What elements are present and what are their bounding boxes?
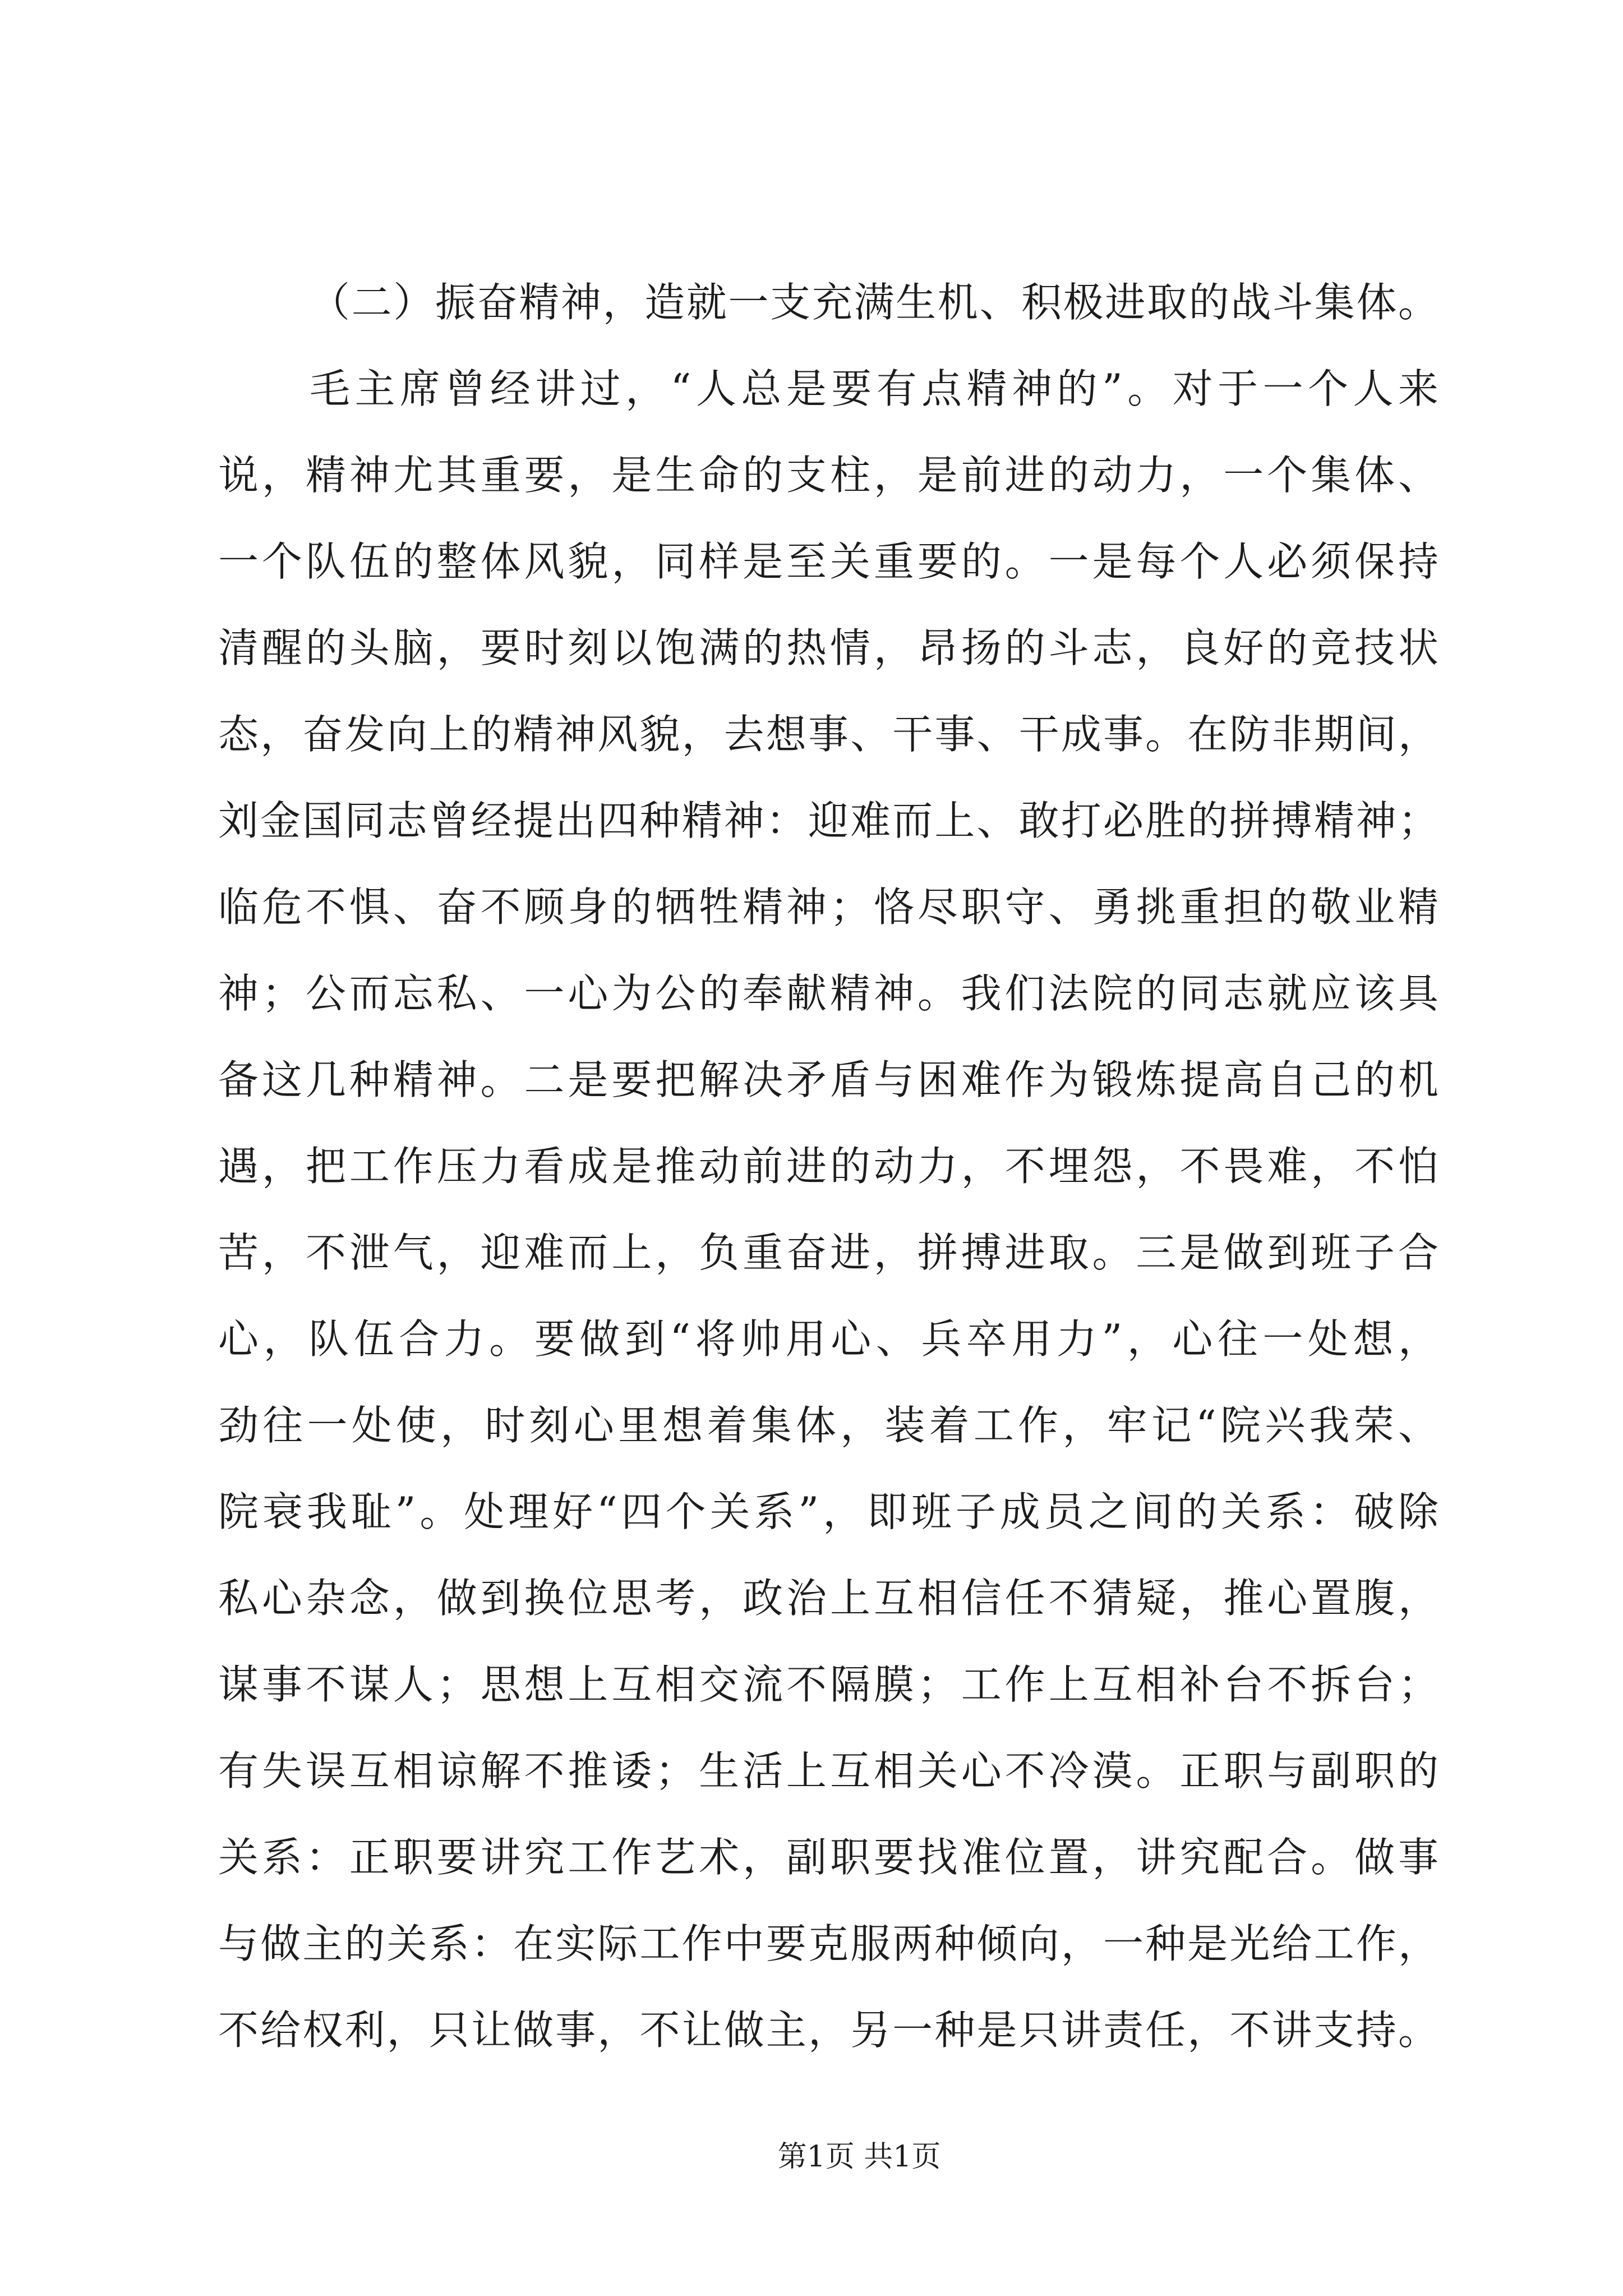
paragraph-line: 心，队伍合力。要做到“将帅用心、兵卒用力”，心往一处想， <box>218 1315 1438 1363</box>
paragraph-line: 关系：正职要讲究工作艺术，副职要找准位置，讲究配合。做事 <box>218 1834 1438 1881</box>
paragraph-line: 劲往一处使，时刻心里想着集体，装着工作，牢记“院兴我荣、 <box>218 1402 1438 1449</box>
paragraph-line: 毛主席曾经讲过，“人总是要有点精神的”。对于一个人来 <box>310 365 1438 412</box>
paragraph-line: 私心杂念，做到换位思考，政治上互相信任不猜疑，推心置腹， <box>218 1575 1438 1622</box>
section-heading: （二）振奋精神，造就一支充满生机、积极进取的战斗集体。 <box>310 279 1438 326</box>
paragraph-line: 不给权利，只让做事，不让做主，另一种是只讲责任，不讲支持。 <box>218 2007 1438 2054</box>
page-number-footer: 第1页 共1页 <box>777 2140 941 2174</box>
paragraph-line: 清醒的头脑，要时刻以饱满的热情，昂扬的斗志，良好的竞技状 <box>218 624 1438 671</box>
paragraph-line: 临危不惧、奋不顾身的牺牲精神；恪尽职守、勇挑重担的敬业精 <box>218 884 1438 931</box>
paragraph-line: 刘金国同志曾经提出四种精神：迎难而上、敢打必胜的拼搏精神； <box>218 797 1438 844</box>
paragraph-line: 与做主的关系：在实际工作中要克服两种倾向，一种是光给工作， <box>218 1920 1438 1967</box>
paragraph-line: 备这几种精神。二是要把解决矛盾与困难作为锻炼提高自己的机 <box>218 1056 1438 1103</box>
paragraph-line: 谋事不谋人；思想上互相交流不隔膜；工作上互相补台不拆台； <box>218 1661 1438 1708</box>
paragraph-line: 苦，不泄气，迎难而上，负重奋进，拼搏进取。三是做到班子合 <box>218 1229 1438 1276</box>
paragraph-line: 院衰我耻”。处理好“四个关系”，即班子成员之间的关系：破除 <box>218 1488 1438 1535</box>
paragraph-line: 态，奋发向上的精神风貌，去想事、干事、干成事。在防非期间， <box>218 711 1438 758</box>
paragraph-line: 遇，把工作压力看成是推动前进的动力，不埋怨，不畏难，不怕 <box>218 1143 1438 1190</box>
paragraph-line: 一个队伍的整体风貌，同样是至关重要的。一是每个人必须保持 <box>218 538 1438 585</box>
body-text <box>218 259 1438 2073</box>
paragraph-line: 有失误互相谅解不推诿；生活上互相关心不冷漠。正职与副职的 <box>218 1747 1438 1795</box>
paragraph-line: 神；公而忘私、一心为公的奉献精神。我们法院的同志就应该具 <box>218 970 1438 1017</box>
paragraph-line: 说，精神尤其重要，是生命的支柱，是前进的动力，一个集体、 <box>218 452 1438 499</box>
